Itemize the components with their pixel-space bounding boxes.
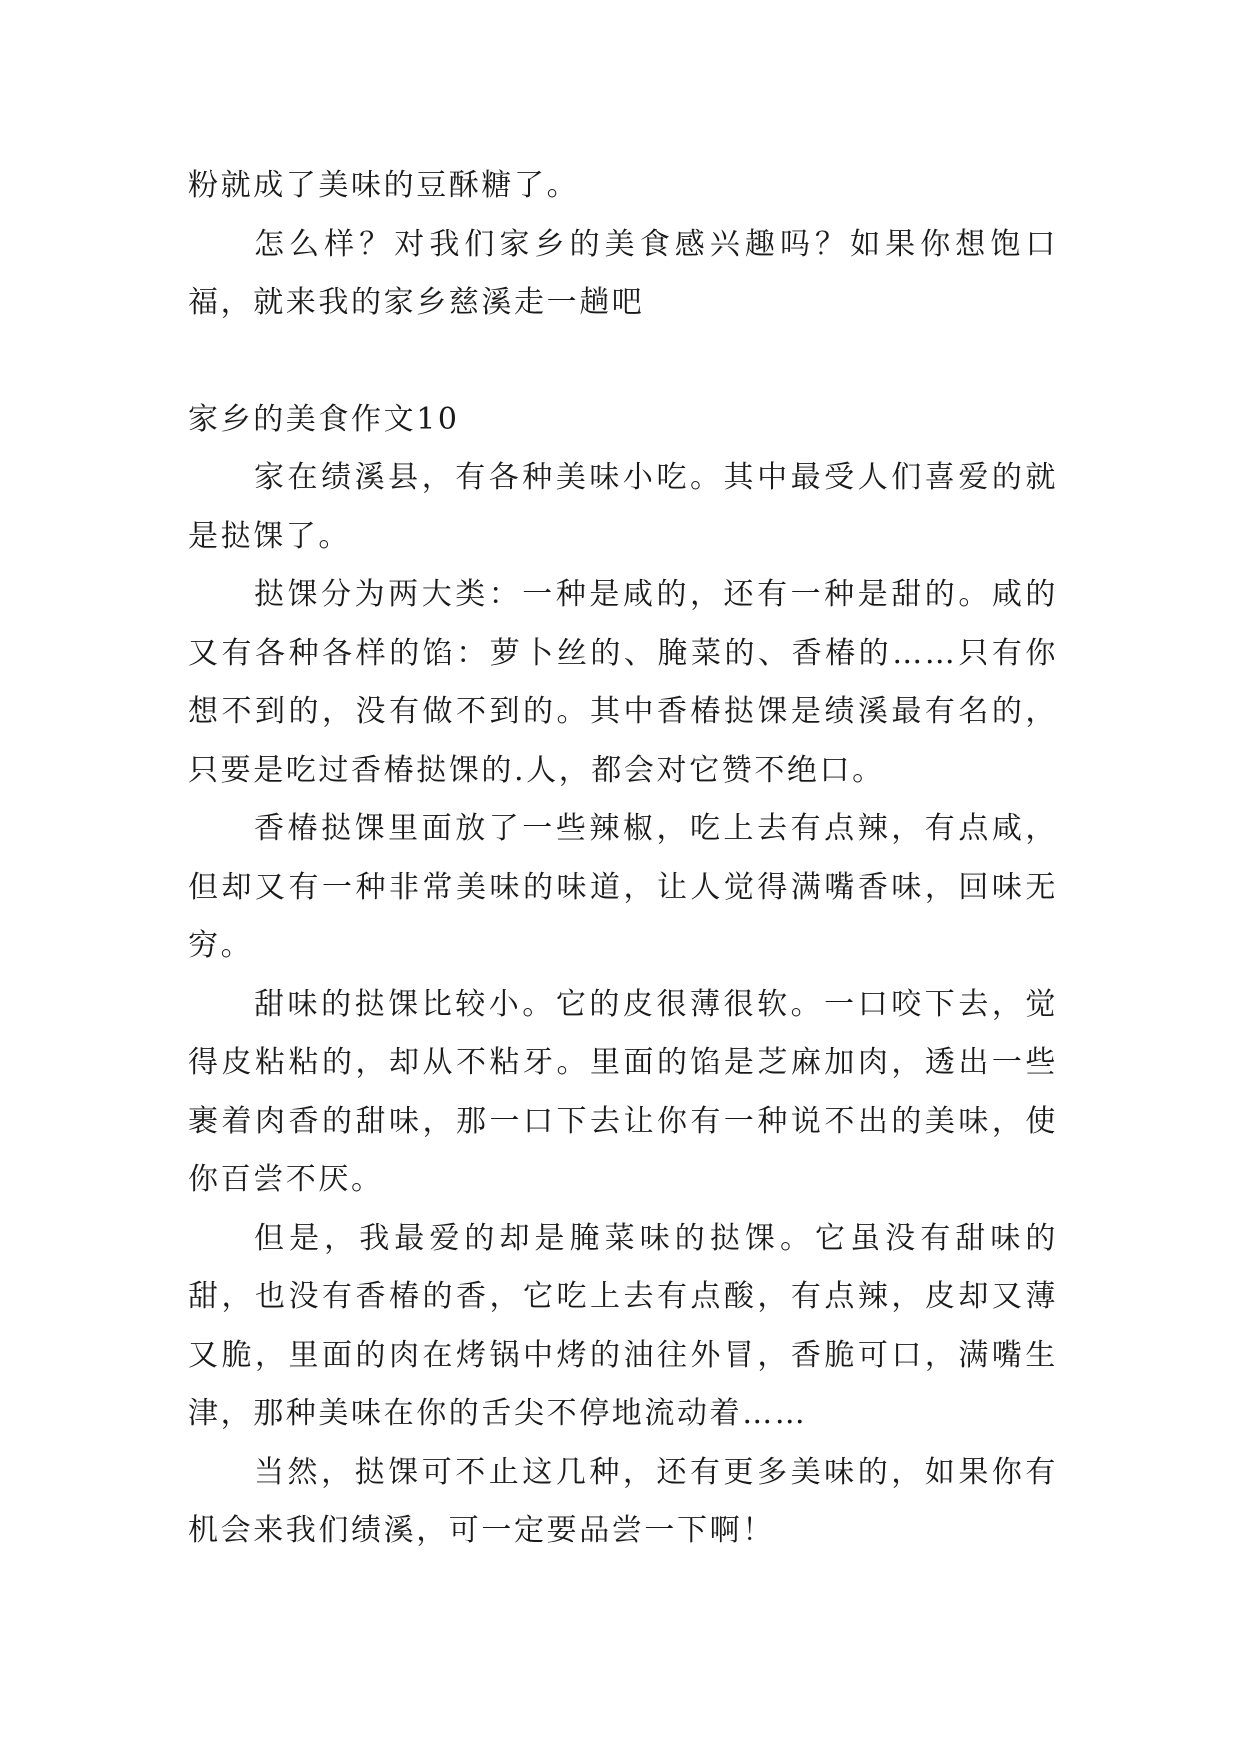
paragraph-continued: 粉就成了美味的豆酥糖了。 xyxy=(188,168,580,203)
paragraph-3: 香椿挞馃里面放了一些辣椒，吃上去有点辣，有点咸，但却又有一种非常美味的味道，让人觉得满嘴香味，回味无穷。 xyxy=(188,811,1058,963)
paragraph-4: 甜味的挞馃比较小。它的皮很薄很软。一口咬下去，觉得皮粘粘的，却从不粘牙。里面的馅是芝麻加肉，透出一些裹着肉香的甜味，那一口下去让你有一种说不出的美味，使你百尝不厌。 xyxy=(188,986,1058,1197)
document-body xyxy=(188,157,1058,1561)
section-title: 家乡的美食作文10 xyxy=(188,401,460,437)
paragraph-5: 但是，我最爱的却是腌菜味的挞馃。它虽没有甜味的甜，也没有香椿的香，它吃上去有点酸，有点辣，皮却又薄又脆，里面的肉在烤锅中烤的油往外冒，香脆可口，满嘴生津，那种美味在你的舌尖不停地流动着…… xyxy=(188,1220,1058,1431)
section-spacer xyxy=(188,333,1058,391)
paragraph-1: 家在绩溪县，有各种美味小吃。其中最受人们喜爱的就是挞馃了。 xyxy=(188,460,1058,554)
paragraph-2: 挞馃分为两大类：一种是咸的，还有一种是甜的。咸的又有各种各样的馅：萝卜丝的、腌菜的、香椿的……只有你想不到的，没有做不到的。其中香椿挞馃是绩溪最有名的，只要是吃过香椿挞馃的.人，都会对它赞不绝口。 xyxy=(188,577,1058,788)
paragraph-closing: 怎么样？对我们家乡的美食感兴趣吗？如果你想饱口福，就来我的家乡慈溪走一趟吧 xyxy=(188,226,1058,320)
paragraph-6: 当然，挞馃可不止这几种，还有更多美味的，如果你有机会来我们绩溪，可一定要品尝一下啊！ xyxy=(188,1454,1058,1548)
